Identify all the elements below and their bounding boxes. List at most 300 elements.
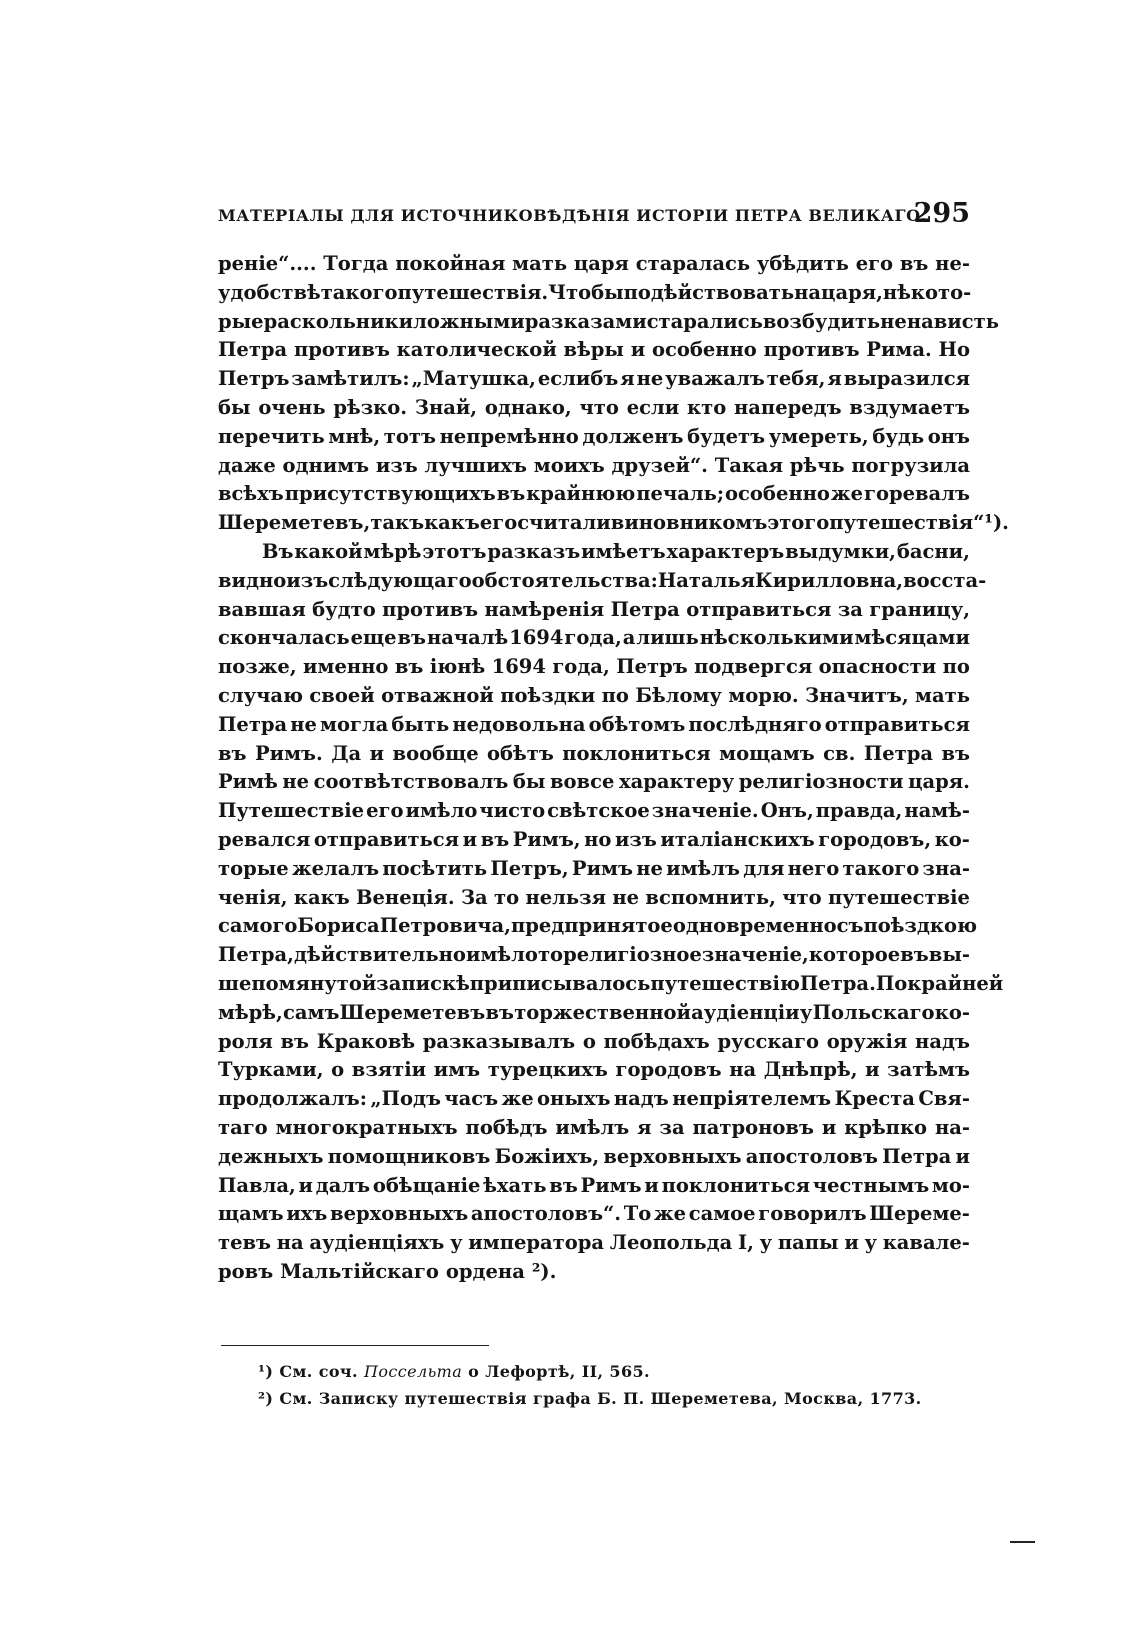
- text-line: [218, 768, 970, 797]
- word: Петровича,: [379, 914, 511, 938]
- word: погрузила: [851, 453, 970, 477]
- word: о: [331, 1058, 345, 1082]
- word: вѣры: [563, 338, 624, 362]
- word: у: [450, 1231, 463, 1255]
- word: такого: [320, 280, 398, 304]
- word: года,: [552, 655, 610, 679]
- word: аудіенціяхъ: [309, 1231, 445, 1255]
- word: верховныхъ: [330, 1202, 469, 1226]
- word: Леопольда: [609, 1231, 733, 1255]
- word: ненависть: [880, 309, 999, 333]
- word: отправиться: [686, 597, 832, 621]
- word: вовсе: [550, 770, 615, 794]
- word: будь: [872, 424, 925, 448]
- word: удобствѣ: [218, 280, 321, 304]
- word: городовъ: [615, 1058, 722, 1082]
- word: ченія,: [218, 885, 288, 909]
- word: надъ: [613, 1087, 669, 1111]
- word: намѣ-: [904, 799, 970, 823]
- word: въ: [900, 943, 929, 967]
- word: Петра,: [218, 943, 294, 967]
- word: ревался: [218, 827, 311, 851]
- word: какой: [294, 539, 363, 563]
- word: всѣхъ: [218, 482, 284, 506]
- word: путешествію: [650, 971, 800, 995]
- page-number: 295: [913, 198, 970, 229]
- word: въ: [899, 252, 929, 275]
- word: перечить: [218, 424, 325, 448]
- word: и: [298, 1173, 314, 1197]
- word: считали: [517, 511, 611, 535]
- word: этотъ: [422, 539, 487, 563]
- word: помощниковъ: [327, 1144, 491, 1168]
- text-line: [218, 596, 970, 625]
- text-line: [218, 308, 999, 337]
- word: въ: [218, 741, 247, 765]
- word: въ: [496, 482, 526, 506]
- word: 1694: [491, 655, 546, 679]
- text-line: [218, 682, 970, 711]
- word: самъ: [283, 1000, 340, 1024]
- word: Наталья: [657, 568, 756, 592]
- word: Петръ: [218, 367, 290, 391]
- running-header: [218, 198, 978, 234]
- word: Римѣ: [218, 770, 278, 794]
- word: По: [875, 971, 908, 995]
- text-line: [218, 452, 970, 481]
- word: мать: [915, 683, 970, 707]
- word: съ: [836, 914, 864, 938]
- word: Значитъ,: [805, 683, 909, 707]
- word: роля: [218, 1029, 273, 1053]
- word: если: [626, 395, 680, 419]
- word: нельзя: [525, 885, 607, 909]
- word: мо-: [931, 1173, 970, 1197]
- text-line: [218, 970, 1004, 999]
- word: ордена: [445, 1259, 525, 1283]
- word: замѣтилъ:: [291, 367, 410, 391]
- word: Бориса: [297, 914, 380, 938]
- word: шепомянутой: [218, 971, 377, 995]
- text-line: [218, 567, 987, 596]
- word: Петра: [882, 1144, 952, 1168]
- word: Петра: [218, 712, 288, 736]
- word: имѣлъ: [666, 856, 740, 880]
- word: но: [584, 827, 612, 851]
- word: запискѣ: [376, 971, 470, 995]
- word: и: [844, 1231, 859, 1255]
- word: свѣтское: [547, 799, 650, 823]
- word: нѣсколькими: [699, 626, 854, 650]
- word: соотвѣтствовалъ: [313, 770, 509, 794]
- word: мать: [512, 252, 568, 275]
- footnote-1-author: Поссельта: [364, 1362, 463, 1381]
- running-header-title: МАТЕРІАЛЫ ДЛЯ ИСТОЧНИКОВѢДѢНІЯ ИСТОРІИ ПЕТРА ВЕЛИКАГО.: [218, 206, 927, 225]
- word: желалъ: [291, 856, 380, 880]
- word: крайнюю: [526, 482, 636, 506]
- word: мощамъ: [719, 741, 815, 765]
- text-line: [218, 1085, 970, 1114]
- word: Римъ: [571, 856, 633, 880]
- word: у: [759, 1231, 773, 1255]
- word: затѣмъ: [887, 1058, 970, 1082]
- word: то: [494, 885, 520, 909]
- word: поклониться: [661, 1173, 811, 1197]
- word: значеніе,: [701, 943, 809, 967]
- word: и: [865, 1058, 880, 1082]
- word: даже: [218, 453, 276, 477]
- word: ко-: [934, 827, 970, 851]
- word: Петра.: [799, 971, 876, 995]
- word: скончалась: [218, 626, 350, 650]
- word: вздумаетъ: [849, 395, 970, 419]
- word: Венеція.: [356, 885, 455, 909]
- word: въ: [485, 1000, 514, 1024]
- word: посѣтить: [382, 856, 488, 880]
- text-line: [218, 826, 970, 855]
- text-line: [218, 1172, 970, 1201]
- word: нѣкото-: [882, 280, 972, 304]
- word: обѣщаніе: [372, 1173, 481, 1197]
- word: Мальтійскаго: [280, 1259, 439, 1283]
- word: выдумки,: [785, 539, 896, 563]
- word: путешествіе: [828, 885, 970, 909]
- word: своей: [309, 683, 375, 707]
- word: ²).: [531, 1259, 557, 1283]
- word: Божіихъ,: [494, 1144, 600, 1168]
- word: старалась: [635, 252, 751, 275]
- word: подвергся: [694, 655, 813, 679]
- word: Путешествіе: [218, 799, 365, 823]
- word: такого: [842, 856, 920, 880]
- word: св.: [823, 741, 856, 765]
- word: Римъ,: [512, 827, 581, 851]
- word: бы: [218, 395, 251, 419]
- word: поклониться: [562, 741, 711, 765]
- word: разказывалъ: [422, 1029, 576, 1053]
- word: напередъ: [734, 395, 842, 419]
- word: За: [460, 885, 488, 909]
- word: италіанскихъ: [660, 827, 815, 851]
- word: патроновъ: [692, 1115, 814, 1139]
- text-line: [218, 912, 977, 941]
- word: него: [787, 856, 840, 880]
- word: чисто: [479, 799, 546, 823]
- word: изъ: [375, 453, 418, 477]
- word: честнымъ: [812, 1173, 930, 1197]
- word: разказами: [524, 309, 647, 333]
- word: какъ: [424, 511, 480, 535]
- word: тотъ: [383, 424, 436, 448]
- text-line: [218, 855, 970, 884]
- word: одновременно: [672, 914, 837, 938]
- word: таго: [218, 1115, 268, 1139]
- word: особенно: [725, 482, 830, 506]
- word: царя,: [821, 280, 883, 304]
- word: рые: [218, 309, 264, 333]
- word: самое: [688, 1202, 756, 1226]
- word: „Подъ: [370, 1087, 441, 1111]
- word: отправиться: [824, 712, 970, 736]
- word: Петра: [863, 741, 933, 765]
- word: крѣпко: [844, 1115, 928, 1139]
- word: въ: [941, 741, 970, 765]
- word: торжественной: [514, 1000, 691, 1024]
- word: значеніе.: [651, 799, 759, 823]
- word: печаль;: [636, 482, 725, 506]
- word: и: [369, 741, 385, 765]
- word: возбудить: [762, 309, 881, 333]
- word: противъ: [293, 338, 390, 362]
- word: быть: [391, 712, 450, 736]
- word: противъ: [763, 338, 860, 362]
- word: оныхъ: [537, 1087, 611, 1111]
- word: путешествія“: [829, 511, 985, 535]
- word: характеру: [618, 770, 735, 794]
- word: Знай,: [414, 395, 478, 419]
- word: у: [799, 1000, 813, 1024]
- word: убѣдить: [756, 252, 849, 275]
- word: Шереметевъ: [339, 1000, 486, 1024]
- word: не: [282, 770, 310, 794]
- word: городовъ,: [818, 827, 932, 851]
- word: Такая: [714, 453, 783, 477]
- word: умереть,: [768, 424, 869, 448]
- text-line: [218, 1114, 970, 1143]
- word: русскаго: [717, 1029, 819, 1053]
- word: Римъ.: [254, 741, 323, 765]
- text-line: [218, 538, 970, 567]
- text-line: [218, 711, 970, 740]
- word: императора: [468, 1231, 605, 1255]
- word: этого: [767, 511, 830, 535]
- word: я: [827, 367, 842, 391]
- word: то: [537, 943, 564, 967]
- word: раскольники: [263, 309, 414, 333]
- text-line: [218, 1200, 970, 1229]
- word: Да: [331, 741, 362, 765]
- word: Но: [938, 338, 970, 362]
- word: позже,: [218, 655, 297, 679]
- text-line: [218, 797, 970, 826]
- text-line: [218, 740, 970, 769]
- word: на-: [934, 1115, 970, 1139]
- word: мѣсяцами: [854, 626, 970, 650]
- word: у: [864, 1231, 877, 1255]
- word: а: [622, 626, 636, 650]
- word: будетъ: [687, 424, 766, 448]
- word: за: [659, 1115, 685, 1139]
- text-line: [218, 423, 970, 452]
- word: имѣетъ: [581, 539, 666, 563]
- word: отважной: [381, 683, 494, 707]
- word: именно: [303, 655, 389, 679]
- footnote-2: ²) См. Записку путешествія графа Б. П. Шереметева, Москва, 1773.: [258, 1389, 922, 1408]
- footnotes: [258, 1358, 978, 1412]
- word: онъ: [927, 424, 970, 448]
- word: не: [290, 712, 317, 736]
- word: торые: [218, 856, 289, 880]
- word: же: [830, 482, 864, 506]
- text-line: [218, 1258, 970, 1287]
- word: въ: [549, 1173, 578, 1197]
- word: въ: [397, 626, 426, 650]
- word: турецкихъ: [487, 1058, 608, 1082]
- word: ихъ: [286, 1202, 328, 1226]
- footnote-divider: [221, 1345, 489, 1346]
- word: выразился: [843, 367, 970, 391]
- word: однако,: [484, 395, 572, 419]
- text-line: [218, 1229, 970, 1258]
- footnote-1-prefix: ¹) См. соч.: [258, 1362, 364, 1381]
- word: противъ: [382, 597, 479, 621]
- word: покойная: [395, 252, 506, 275]
- text-line: [218, 999, 970, 1028]
- word: и: [821, 1115, 837, 1139]
- word: изъ: [286, 568, 329, 592]
- word: обѣтомъ: [588, 712, 686, 736]
- word: моихъ: [533, 453, 605, 477]
- word: Креста: [834, 1087, 915, 1111]
- word: мѣрѣ,: [218, 1000, 283, 1024]
- word: въ: [480, 827, 510, 851]
- word: еслибъ: [537, 367, 619, 391]
- word: Краковѣ: [316, 1029, 416, 1053]
- word: друзей“.: [611, 453, 708, 477]
- text-line: [218, 250, 970, 279]
- word: на: [729, 1058, 757, 1082]
- word: намѣренія: [484, 597, 605, 621]
- word: говорилъ: [758, 1202, 867, 1226]
- word: ренiе“....: [218, 252, 317, 275]
- word: же: [653, 1202, 687, 1226]
- word: ѣхать: [483, 1173, 547, 1197]
- word: присутствующихъ: [284, 482, 496, 506]
- word: очень: [258, 395, 326, 419]
- word: особенно: [651, 338, 757, 362]
- word: по: [601, 683, 629, 707]
- word: предпринятое: [510, 914, 673, 938]
- word: началѣ: [426, 626, 509, 650]
- word: „Матушка,: [411, 367, 536, 391]
- word: восста-: [903, 568, 987, 592]
- text-line: [218, 279, 970, 308]
- word: будто: [312, 597, 376, 621]
- word: однимъ: [282, 453, 370, 477]
- word: папы: [777, 1231, 839, 1255]
- word: Чтобы: [548, 280, 624, 304]
- word: морю.: [728, 683, 799, 707]
- word: Петръ: [616, 655, 688, 679]
- word: уважалъ: [665, 367, 765, 391]
- word: побѣдахъ: [603, 1029, 710, 1053]
- word: изъ: [614, 827, 657, 851]
- word: далъ: [315, 1173, 371, 1197]
- word: Турками,: [218, 1058, 324, 1082]
- word: и: [462, 827, 478, 851]
- word: его: [479, 511, 518, 535]
- word: Тогда: [323, 252, 389, 275]
- word: опасности: [818, 655, 937, 679]
- word: аудіенціи: [691, 1000, 800, 1024]
- word: ¹).: [984, 511, 1009, 535]
- word: мѣрѣ: [363, 539, 422, 563]
- word: Шереметевъ,: [218, 511, 371, 535]
- word: въ: [394, 655, 424, 679]
- word: Римъ: [580, 1173, 642, 1197]
- word: не-: [935, 252, 970, 275]
- word: царя: [573, 252, 629, 275]
- word: мнѣ,: [328, 424, 381, 448]
- word: непріятелемъ: [672, 1087, 832, 1111]
- word: приписывалось: [469, 971, 651, 995]
- word: горевалъ: [864, 482, 970, 506]
- word: разказъ: [487, 539, 581, 563]
- word: басни,: [896, 539, 970, 563]
- word: путешествія.: [397, 280, 549, 304]
- word: поѣздкою: [863, 914, 977, 938]
- word: не: [612, 885, 640, 909]
- word: религіозности: [738, 770, 904, 794]
- word: я: [637, 1115, 652, 1139]
- footnote-1-suffix: о Лефортѣ, II, 565.: [462, 1362, 650, 1381]
- word: его: [366, 799, 404, 823]
- word: рѣчь: [789, 453, 845, 477]
- word: апостоловъ: [745, 1144, 878, 1168]
- word: года,: [564, 626, 622, 650]
- word: слѣдующаго: [328, 568, 472, 592]
- word: крайней: [907, 971, 1004, 995]
- word: побѣдъ: [465, 1115, 548, 1139]
- word: То: [623, 1202, 652, 1226]
- word: видно: [218, 568, 287, 592]
- body-text: [218, 250, 1009, 1287]
- word: что: [782, 885, 822, 909]
- word: рѣзко.: [333, 395, 408, 419]
- text-line: [218, 394, 970, 423]
- word: Рима.: [866, 338, 932, 362]
- word: послѣдняго: [688, 712, 822, 736]
- word: дѣйствительно: [294, 943, 466, 967]
- word: надъ: [915, 1029, 970, 1053]
- word: многократныхъ: [275, 1115, 458, 1139]
- word: вавшая: [218, 597, 306, 621]
- word: непремѣнно: [439, 424, 579, 448]
- word: Польскаго: [812, 1000, 935, 1024]
- word: Шереме-: [869, 1202, 970, 1226]
- word: Петра: [610, 597, 680, 621]
- word: часъ: [444, 1087, 499, 1111]
- word: не: [636, 856, 663, 880]
- word: Павла,: [218, 1173, 296, 1197]
- word: имъ: [433, 1058, 481, 1082]
- text-line: [218, 1056, 970, 1085]
- word: верховныхъ: [603, 1144, 742, 1168]
- word: лишь: [636, 626, 699, 650]
- word: характеръ: [666, 539, 785, 563]
- word: бы: [512, 770, 546, 794]
- word: вообще: [392, 741, 479, 765]
- word: Кирилловна,: [755, 568, 904, 592]
- word: продолжалъ:: [218, 1087, 367, 1111]
- text-line: [218, 365, 970, 394]
- word: долженъ: [582, 424, 684, 448]
- word: что: [579, 395, 619, 419]
- word: недовольна: [452, 712, 586, 736]
- word: вы-: [928, 943, 970, 967]
- word: Днѣпрѣ,: [763, 1058, 858, 1082]
- word: царя.: [908, 770, 970, 794]
